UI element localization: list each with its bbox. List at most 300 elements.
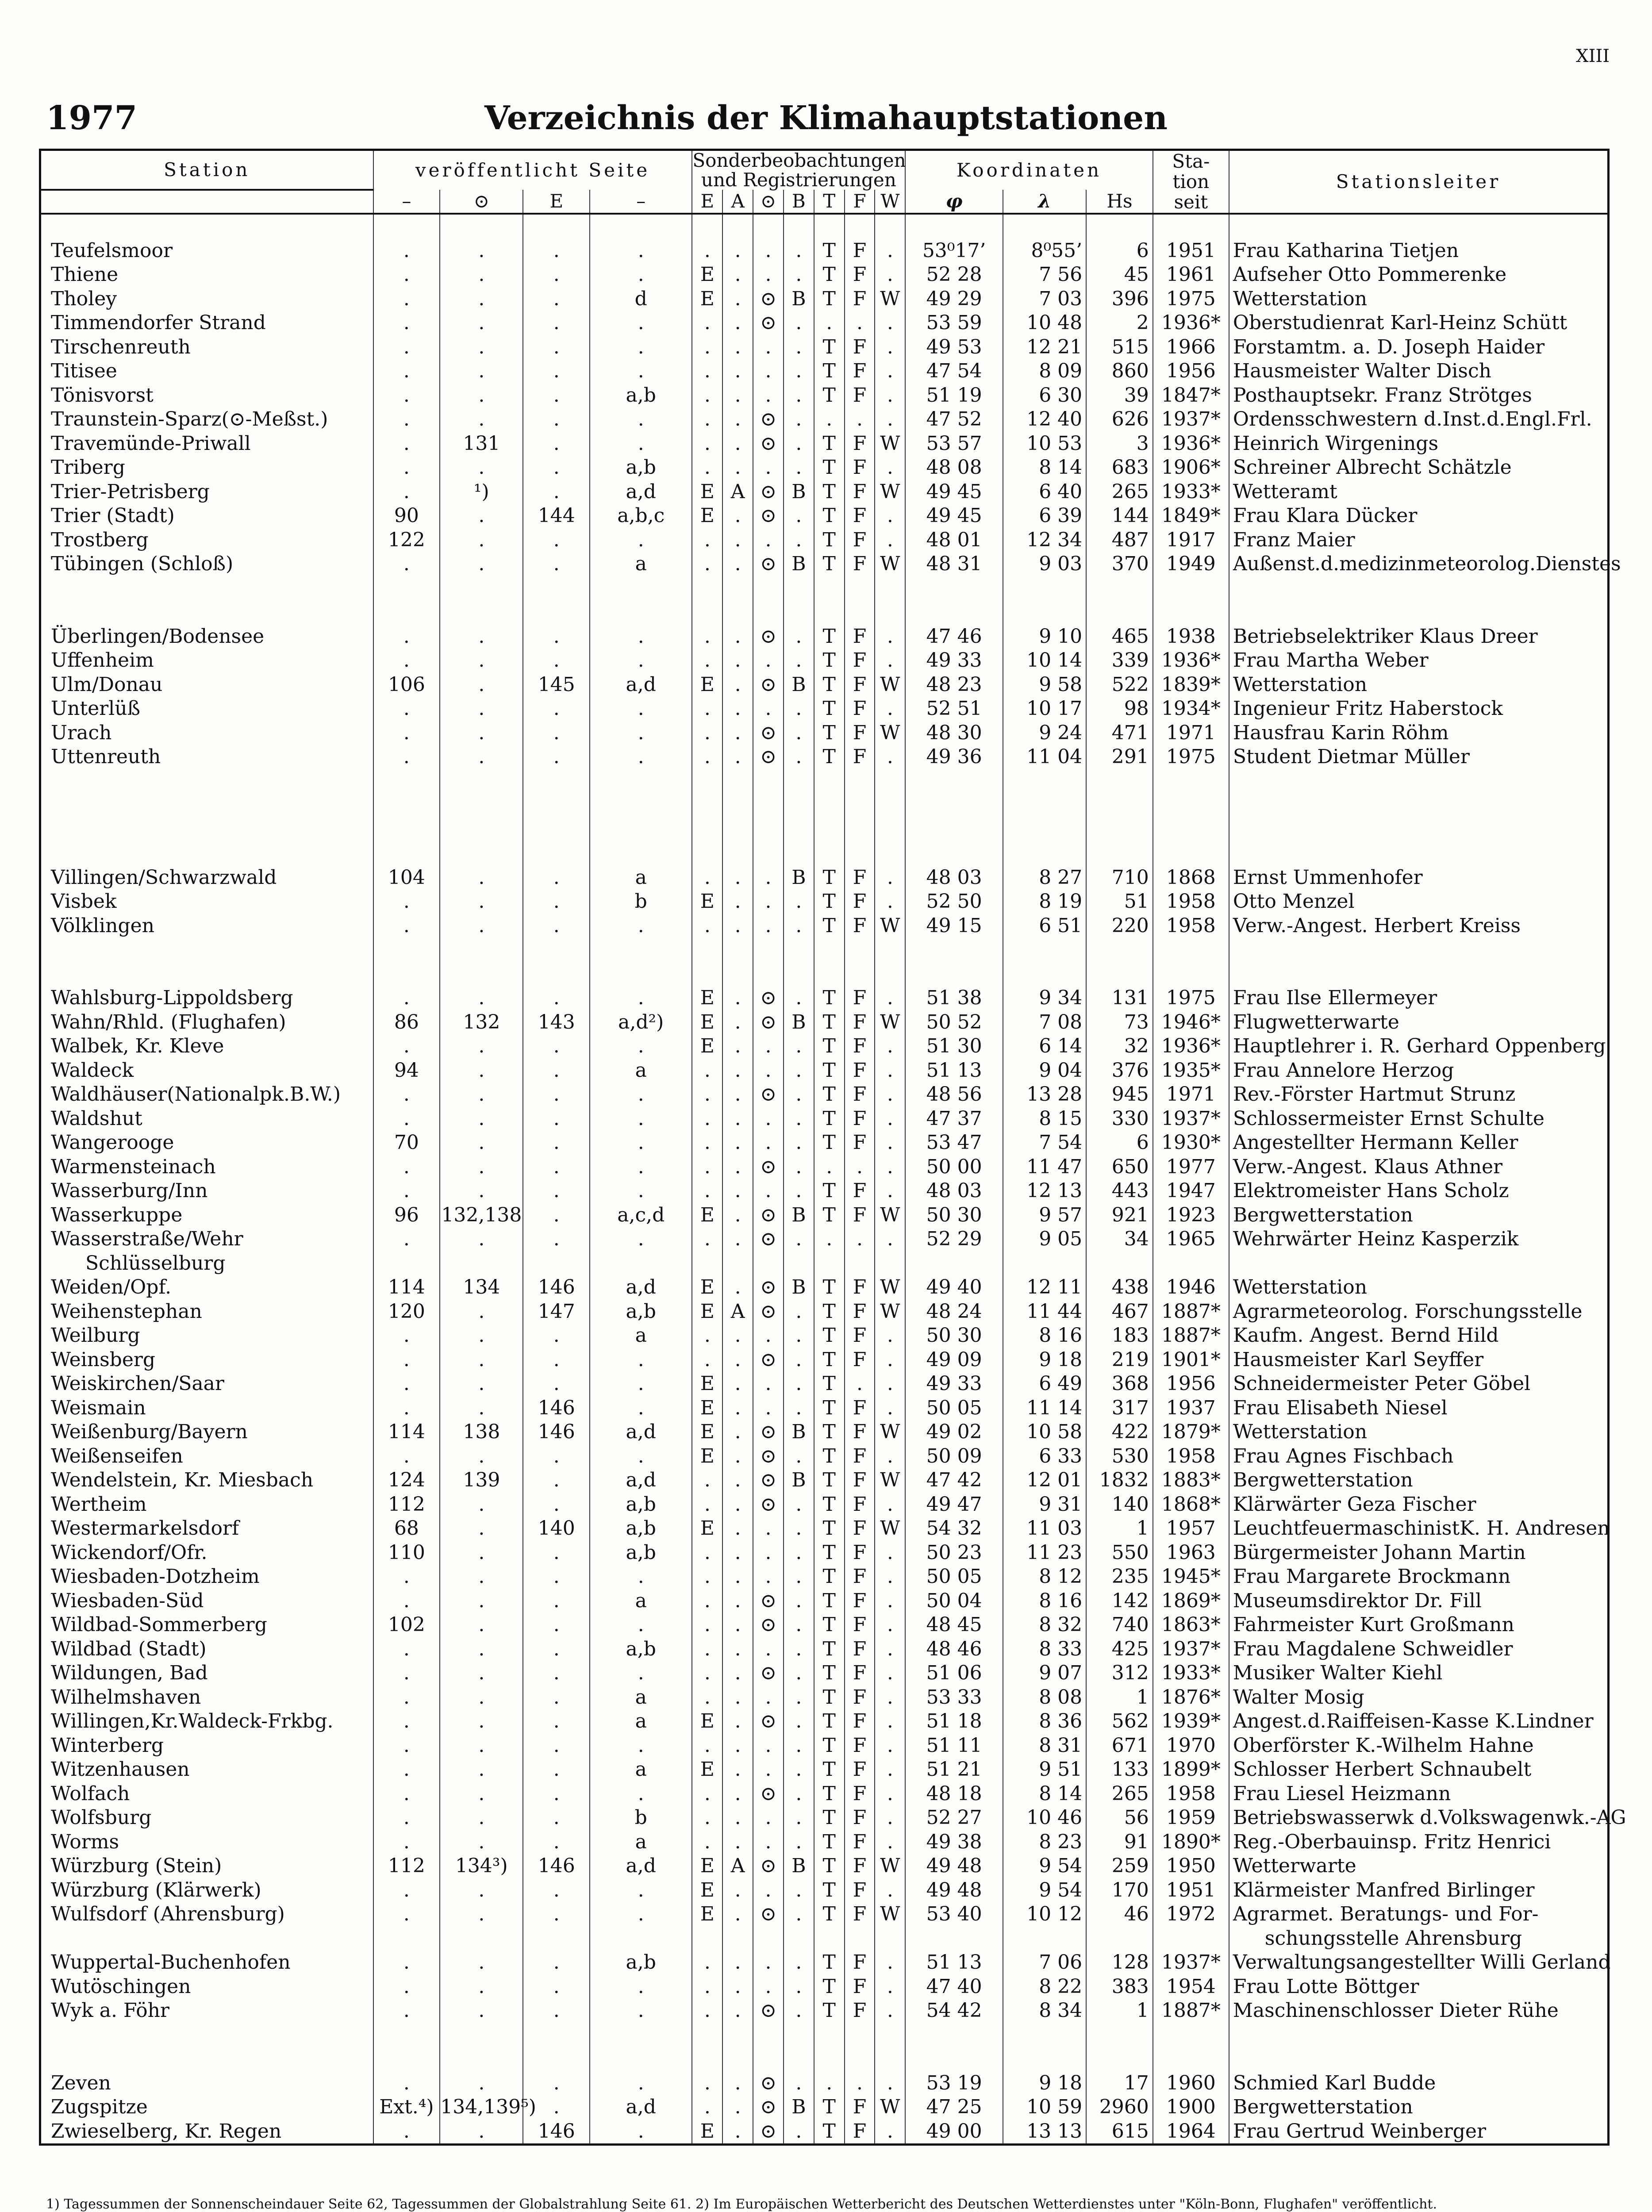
cell-s: ⊙ <box>753 986 784 1010</box>
cell-p2: . <box>440 1565 523 1589</box>
cell-a: . <box>722 432 753 456</box>
cell-a: . <box>722 1468 753 1493</box>
cell-lam: 13 28 <box>1003 1083 1086 1107</box>
cell-e: E <box>692 287 722 311</box>
cell-e: E <box>692 480 722 504</box>
cell-since: 1936* <box>1153 311 1229 335</box>
cell-leader <box>1229 1252 1609 1276</box>
cell-b: . <box>784 1348 814 1372</box>
spacer-cell <box>784 2023 814 2047</box>
cell-b: B <box>784 1420 814 1444</box>
cell-w: . <box>875 1686 905 1710</box>
cell-phi: 52 27 <box>905 1806 1003 1830</box>
cell-name: Wiesbaden-Dotzheim <box>51 1565 260 1588</box>
cell-p2: . <box>440 1758 523 1782</box>
cell-h: 422 <box>1086 1420 1153 1444</box>
cell-f: F <box>845 1179 875 1203</box>
cell-lam: 7 56 <box>1003 263 1086 287</box>
header-station-seit <box>1153 150 1229 214</box>
cell-w: . <box>875 1083 905 1107</box>
cell-b: . <box>784 1782 814 1806</box>
cell-p3: 147 <box>523 1300 590 1324</box>
cell-name: Wolfach <box>51 1782 130 1805</box>
cell-leader: Wetterstation <box>1229 1275 1609 1300</box>
cell-p3: 140 <box>523 1517 590 1541</box>
cell-p2: . <box>440 1059 523 1083</box>
cell-f: F <box>845 1324 875 1348</box>
cell-f: F <box>845 1902 875 1927</box>
cell-lam: 8 12 <box>1003 1565 1086 1589</box>
spacer-cell <box>722 576 753 601</box>
spacer-cell <box>440 841 523 866</box>
cell-leader: Museumsdirektor Dr. Fill <box>1229 1589 1609 1613</box>
cell-p1: 68 <box>373 1517 440 1541</box>
cell-p2: . <box>440 384 523 408</box>
cell-phi: 48 46 <box>905 1637 1003 1662</box>
cell-f: F <box>845 1034 875 1059</box>
cell-name: Wolfsburg <box>51 1806 152 1829</box>
cell-w: . <box>875 697 905 721</box>
cell-p3: . <box>523 335 590 360</box>
cell-since: 1899* <box>1153 1758 1229 1782</box>
cell-since: 1958 <box>1153 1444 1229 1469</box>
cell-name: Triberg <box>51 456 125 479</box>
cell-e: . <box>692 1782 722 1806</box>
cell-t: T <box>814 1203 845 1228</box>
cell-a: . <box>722 1107 753 1131</box>
spacer-cell <box>875 600 905 625</box>
cell-lam: 10 48 <box>1003 311 1086 335</box>
spacer-cell <box>590 2047 692 2071</box>
cell-b: . <box>784 1107 814 1131</box>
cell-w: W <box>875 1420 905 1444</box>
cell-f: F <box>845 335 875 360</box>
cell-f: F <box>845 697 875 721</box>
cell-w: . <box>875 1541 905 1565</box>
cell-w: . <box>875 2120 905 2145</box>
spacer-cell <box>1229 793 1609 818</box>
cell-w: . <box>875 1637 905 1662</box>
cell-phi: 47 52 <box>905 407 1003 432</box>
cell-lam: 10 17 <box>1003 697 1086 721</box>
cell-p2: . <box>440 239 523 263</box>
cell-s: ⊙ <box>753 1083 784 1107</box>
cell-w: . <box>875 649 905 673</box>
cell-w: . <box>875 359 905 384</box>
cell-a: . <box>722 1179 753 1203</box>
spacer-cell <box>523 793 590 818</box>
cell-b: . <box>784 1131 814 1155</box>
cell-f: . <box>845 311 875 335</box>
cell-b: . <box>784 1324 814 1348</box>
cell-e: . <box>692 745 722 769</box>
cell-p4: a <box>590 1059 692 1083</box>
cell-t: T <box>814 673 845 697</box>
cell-s: . <box>753 456 784 480</box>
cell-name: Wuppertal-Buchenhofen <box>51 1951 291 1974</box>
cell-leader: Frau Margarete Brockmann <box>1229 1565 1609 1589</box>
cell-p1: . <box>373 335 440 360</box>
cell-a: . <box>722 745 753 769</box>
cell-phi: 47 46 <box>905 625 1003 649</box>
year-label: 1977 <box>46 99 137 137</box>
cell-p1: 102 <box>373 1613 440 1637</box>
spacer-cell <box>845 600 875 625</box>
cell-a: . <box>722 1806 753 1830</box>
cell-p2: . <box>440 2120 523 2145</box>
cell-a: A <box>722 1854 753 1878</box>
cell-w: . <box>875 1565 905 1589</box>
cell-p2: . <box>440 986 523 1010</box>
cell-e: . <box>692 1999 722 2023</box>
cell-f: F <box>845 1951 875 1975</box>
spacer-cell <box>1229 576 1609 601</box>
spacer-cell <box>590 841 692 866</box>
cell-p4: . <box>590 1613 692 1637</box>
cell-w: W <box>875 2095 905 2120</box>
cell-p2: . <box>440 1083 523 1107</box>
cell-s: ⊙ <box>753 2095 784 2120</box>
cell-a: . <box>722 1517 753 1541</box>
cell-p4: a,d²) <box>590 1010 692 1035</box>
header-koord-height: Hs <box>1086 190 1153 214</box>
cell-a: . <box>722 311 753 335</box>
cell-h: 1 <box>1086 1517 1153 1541</box>
cell-p1: . <box>373 1637 440 1662</box>
cell-t: T <box>814 1324 845 1348</box>
cell-since: 1936* <box>1153 649 1229 673</box>
spacer-cell <box>590 769 692 794</box>
cell-b: . <box>784 1999 814 2023</box>
cell-leader: Bergwetterstation <box>1229 1203 1609 1228</box>
cell-e: E <box>692 1420 722 1444</box>
cell-h: 259 <box>1086 1854 1153 1878</box>
cell-s: . <box>753 1830 784 1855</box>
cell-w: W <box>875 480 905 504</box>
table-row <box>40 2120 1609 2145</box>
spacer-row <box>40 214 1609 239</box>
cell-b: . <box>784 890 814 914</box>
cell-p3: . <box>523 1131 590 1155</box>
cell-f: . <box>845 2071 875 2096</box>
cell-lam <box>1003 1927 1086 1951</box>
spacer-cell <box>440 600 523 625</box>
cell-phi: 53 33 <box>905 1686 1003 1710</box>
cell-t: T <box>814 721 845 745</box>
cell-p1: . <box>373 649 440 673</box>
spacer-row <box>40 600 1609 625</box>
cell-p2: 139 <box>440 1468 523 1493</box>
cell-p4: a,b <box>590 1493 692 1517</box>
cell-f: F <box>845 384 875 408</box>
table-row <box>40 480 1609 504</box>
cell-lam: 9 54 <box>1003 1878 1086 1903</box>
cell-f: F <box>845 1782 875 1806</box>
spacer-cell <box>692 769 722 794</box>
cell-f: F <box>845 1830 875 1855</box>
spacer-cell <box>1003 962 1086 987</box>
cell-p4: . <box>590 1131 692 1155</box>
cell-p3: . <box>523 384 590 408</box>
cell-w: . <box>875 1999 905 2023</box>
station-table <box>39 149 1626 2146</box>
cell-leader: Betriebswasserwk d.Volkswagenwk.-AG <box>1229 1806 1609 1830</box>
header-station-seit-1: Sta- <box>1172 150 1210 172</box>
cell-p3: . <box>523 1758 590 1782</box>
cell-leader: Schlosser Herbert Schnaubelt <box>1229 1758 1609 1782</box>
cell-b: B <box>784 866 814 890</box>
cell-h: 550 <box>1086 1541 1153 1565</box>
cell-t: T <box>814 1613 845 1637</box>
cell-name: Warmensteinach <box>51 1155 216 1178</box>
cell-h: 140 <box>1086 1493 1153 1517</box>
cell-p4: . <box>590 1179 692 1203</box>
cell-lam: 10 58 <box>1003 1420 1086 1444</box>
spacer-cell <box>1003 2047 1086 2071</box>
cell-p3: . <box>523 456 590 480</box>
spacer-cell <box>1229 841 1609 866</box>
cell-p3: . <box>523 1107 590 1131</box>
cell-lam: 8 23 <box>1003 1830 1086 1855</box>
cell-t: . <box>814 311 845 335</box>
cell-b: . <box>784 1565 814 1589</box>
cell-p3: 146 <box>523 1420 590 1444</box>
cell-p1: . <box>373 1999 440 2023</box>
cell-h: 128 <box>1086 1951 1153 1975</box>
page-title: Verzeichnis der Klimahauptstationen <box>484 99 1168 137</box>
cell-e: . <box>692 1589 722 1613</box>
cell-f: F <box>845 1758 875 1782</box>
cell-name: Würzburg (Klärwerk) <box>51 1878 261 1901</box>
cell-s: ⊙ <box>753 2120 784 2145</box>
cell-name: Wyk a. Föhr <box>51 1999 169 2022</box>
cell-p1: 114 <box>373 1275 440 1300</box>
cell-since: 1947 <box>1153 1179 1229 1203</box>
spacer-cell <box>1086 2047 1153 2071</box>
cell-p4: a <box>590 1709 692 1734</box>
cell-w: . <box>875 1227 905 1252</box>
cell-p3: . <box>523 1541 590 1565</box>
cell-name: Wasserkuppe <box>51 1203 183 1226</box>
cell-t: T <box>814 384 845 408</box>
cell-since: 1900 <box>1153 2095 1229 2120</box>
cell-a: . <box>722 673 753 697</box>
cell-p2: . <box>440 1878 523 1903</box>
cell-p4: . <box>590 1999 692 2023</box>
cell-p2: . <box>440 1396 523 1421</box>
cell-t: T <box>814 504 845 528</box>
cell-h: 368 <box>1086 1372 1153 1396</box>
cell-phi: 48 03 <box>905 1179 1003 1203</box>
cell-f: F <box>845 1131 875 1155</box>
header-koordinaten: Koordinaten <box>905 150 1153 190</box>
cell-leader: Frau Liesel Heizmann <box>1229 1782 1609 1806</box>
cell-e <box>692 1252 722 1276</box>
cell-name: Wangerooge <box>51 1131 174 1154</box>
spacer-cell <box>1086 818 1153 842</box>
cell-a: . <box>722 1155 753 1179</box>
cell-e: E <box>692 1034 722 1059</box>
cell-leader: Oberförster K.-Wilhelm Hahne <box>1229 1734 1609 1758</box>
cell-a: . <box>722 866 753 890</box>
cell-phi: 49 15 <box>905 914 1003 938</box>
cell-p1: . <box>373 1227 440 1252</box>
cell-lam: 8 15 <box>1003 1107 1086 1131</box>
cell-p3: . <box>523 1734 590 1758</box>
cell-p3: . <box>523 1203 590 1228</box>
cell-h: 376 <box>1086 1059 1153 1083</box>
cell-a: . <box>722 1951 753 1975</box>
cell-a: . <box>722 1709 753 1734</box>
cell-since: 1958 <box>1153 914 1229 938</box>
cell-name: Tönisvorst <box>51 384 154 407</box>
spacer-cell <box>40 2023 373 2047</box>
spacer-cell <box>1229 214 1609 239</box>
header-sonder-col: B <box>784 190 814 214</box>
cell-w: . <box>875 1107 905 1131</box>
spacer-cell <box>692 793 722 818</box>
cell-f: F <box>845 1493 875 1517</box>
cell-p3: . <box>523 1179 590 1203</box>
cell-phi: 48 18 <box>905 1782 1003 1806</box>
cell-w: . <box>875 1179 905 1203</box>
spacer-cell <box>814 214 845 239</box>
cell-a: . <box>722 1589 753 1613</box>
cell-phi: 48 24 <box>905 1300 1003 1324</box>
cell-lam: 6 51 <box>1003 914 1086 938</box>
cell-w: . <box>875 311 905 335</box>
cell-since: 1936* <box>1153 432 1229 456</box>
cell-b: B <box>784 1203 814 1228</box>
spacer-cell <box>590 818 692 842</box>
spacer-cell <box>722 793 753 818</box>
cell-p4: . <box>590 1734 692 1758</box>
spacer-cell <box>1153 962 1229 987</box>
cell-p1: 70 <box>373 1131 440 1155</box>
header-koord-phi: φ <box>905 190 1003 214</box>
cell-p2: . <box>440 1830 523 1855</box>
cell-f: F <box>845 1734 875 1758</box>
cell-w: . <box>875 986 905 1010</box>
cell-name: Winterberg <box>51 1734 164 1757</box>
table-row <box>40 311 1609 335</box>
cell-name: Thiene <box>51 263 119 286</box>
spacer-cell <box>814 769 845 794</box>
cell-e: . <box>692 528 722 553</box>
cell-phi: 54 32 <box>905 1517 1003 1541</box>
cell-since: 1946* <box>1153 1010 1229 1035</box>
cell-name: Travemünde-Priwall <box>51 432 251 455</box>
cell-phi: 48 03 <box>905 866 1003 890</box>
cell-p4: a,d <box>590 1854 692 1878</box>
cell-s: ⊙ <box>753 1203 784 1228</box>
cell-t: T <box>814 890 845 914</box>
spacer-cell <box>875 962 905 987</box>
spacer-cell <box>590 214 692 239</box>
cell-since: 1883* <box>1153 1468 1229 1493</box>
cell-e: E <box>692 2120 722 2145</box>
cell-p2: . <box>440 1155 523 1179</box>
cell-name: Waldshut <box>51 1107 142 1130</box>
cell-s: ⊙ <box>753 1999 784 2023</box>
table-row <box>40 1275 1609 1300</box>
cell-p4: . <box>590 697 692 721</box>
cell-h: 330 <box>1086 1107 1153 1131</box>
cell-b: . <box>784 1034 814 1059</box>
cell-p3: . <box>523 625 590 649</box>
cell-p3: 146 <box>523 1854 590 1878</box>
cell-phi: 49 02 <box>905 1420 1003 1444</box>
cell-h: 51 <box>1086 890 1153 914</box>
cell-a <box>722 1252 753 1276</box>
cell-since: 1960 <box>1153 2071 1229 2096</box>
header-sonder-col: E <box>692 190 722 214</box>
cell-lam: 8 16 <box>1003 1589 1086 1613</box>
spacer-cell <box>1153 600 1229 625</box>
cell-p2: . <box>440 1637 523 1662</box>
cell-name: Weiden/Opf. <box>51 1276 172 1298</box>
cell-leader: Schneidermeister Peter Göbel <box>1229 1372 1609 1396</box>
spacer-cell <box>692 600 722 625</box>
spacer-cell <box>1153 938 1229 962</box>
table-row <box>40 432 1609 456</box>
cell-e: . <box>692 1468 722 1493</box>
cell-phi: 54 42 <box>905 1999 1003 2023</box>
cell-h: 265 <box>1086 480 1153 504</box>
cell-h: 438 <box>1086 1275 1153 1300</box>
cell-since: 1975 <box>1153 986 1229 1010</box>
table-row <box>40 1468 1609 1493</box>
cell-p4 <box>590 1927 692 1951</box>
spacer-cell <box>753 818 784 842</box>
cell-p2: ¹) <box>440 480 523 504</box>
cell-w: . <box>875 2071 905 2096</box>
cell-p1: . <box>373 1083 440 1107</box>
cell-t: T <box>814 1396 845 1421</box>
cell-h: 396 <box>1086 287 1153 311</box>
cell-name: Zeven <box>51 2071 111 2094</box>
cell-b: . <box>784 1396 814 1421</box>
table-row <box>40 1444 1609 1469</box>
cell-p3: . <box>523 2071 590 2096</box>
cell-lam: 9 10 <box>1003 625 1086 649</box>
cell-since: 1839* <box>1153 673 1229 697</box>
cell-s: . <box>753 359 784 384</box>
cell-f: . <box>845 407 875 432</box>
cell-lam: 11 03 <box>1003 1517 1086 1541</box>
table-row <box>40 1179 1609 1203</box>
spacer-cell <box>753 793 784 818</box>
cell-e <box>692 1927 722 1951</box>
cell-p1: . <box>373 2071 440 2096</box>
cell-h <box>1086 1252 1153 1276</box>
spacer-cell <box>440 938 523 962</box>
spacer-cell <box>1229 600 1609 625</box>
cell-lam: 11 44 <box>1003 1300 1086 1324</box>
cell-p1: . <box>373 1348 440 1372</box>
cell-phi: 49 09 <box>905 1348 1003 1372</box>
cell-phi: 49 33 <box>905 649 1003 673</box>
cell-since: 1939* <box>1153 1709 1229 1734</box>
spacer-cell <box>845 962 875 987</box>
spacer-cell <box>1229 818 1609 842</box>
header-pub-col: – <box>373 190 440 214</box>
cell-p1: . <box>373 1709 440 1734</box>
cell-p3: . <box>523 1975 590 1999</box>
cell-e: . <box>692 1131 722 1155</box>
spacer-cell <box>440 2047 523 2071</box>
cell-lam: 11 04 <box>1003 745 1086 769</box>
